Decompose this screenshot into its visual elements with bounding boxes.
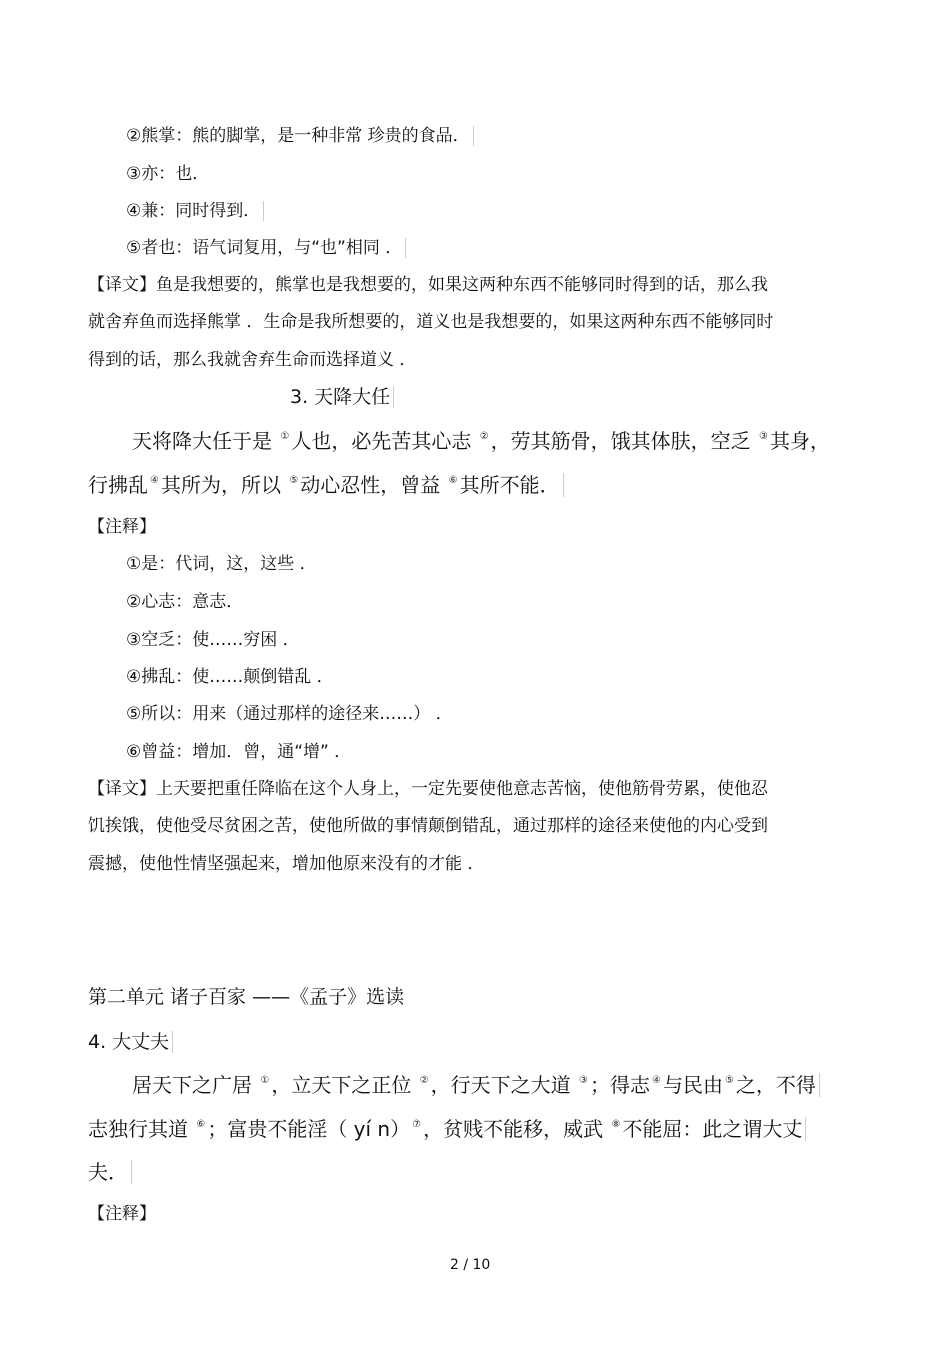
footnote-marker: ④	[651, 1075, 661, 1086]
footnote-marker: ⑧	[611, 1119, 621, 1130]
footnote-marker: ①	[280, 431, 290, 442]
footnote-marker: ⑤	[724, 1075, 734, 1086]
note-line: ⑤者也：语气词复用，与“也”相同 ．	[126, 233, 406, 258]
note-line: ③亦：也．	[126, 164, 210, 184]
footnote-marker: ⑦	[412, 1119, 422, 1130]
section-title: 4. 大丈夫	[88, 1027, 173, 1054]
note-line: ④兼：同时得到．	[126, 196, 264, 221]
classical-text-line: 行拂乱 ④ 其所为，所以 ⑤ 动心忍性，曾益 ⑥ 其所不能．	[88, 469, 564, 498]
footnote-marker: ⑤	[289, 475, 299, 486]
classical-text-line: 志独行其道 ⑥ ；富贵不能淫（ yí n） ⑦ ，贫贱不能移，威武 ⑧ 不能屈：此之谓大丈	[88, 1113, 806, 1142]
footnote-marker: ③	[759, 431, 768, 442]
note-line: ②熊掌：熊的脚掌，是一种非常 珍贵的食品．	[126, 121, 474, 146]
footnote-marker: ⑥	[448, 475, 458, 486]
translation-line: 饥挨饿，使他受尽贫困之苦，使他所做的事情颠倒错乱，通过那样的途径来使他的内心受到	[88, 816, 768, 836]
classical-text-line: 居天下之广居 ① ，立天下之正位 ② ，行天下之大道 ③ ；得志 ④ 与民由 ⑤ 之，不得	[132, 1069, 820, 1098]
classical-text-line: 天将降大任于是 ① 人也，必先苦其心志 ② ，劳其筋骨，饿其体肤，空乏 ③ 其身，	[132, 429, 830, 453]
note-line: ②心志：意志．	[126, 592, 244, 612]
notes-heading: 【注释】	[88, 517, 156, 537]
unit-heading: 第二单元 诸子百家 ——《孟子》选读	[88, 986, 405, 1008]
note-line: ⑤所以：用来（通过那样的途径来……） ．	[126, 704, 453, 724]
footnote-marker: ③	[579, 1075, 588, 1086]
translation-line: 得到的话，那么我就舍弃生命而选择道义 ．	[88, 350, 417, 370]
footnote-marker: ②	[419, 1075, 429, 1086]
page-number: 2 / 10	[450, 1257, 491, 1273]
note-line: ③空乏：使……穷困 ．	[126, 630, 300, 650]
footnote-marker: ⑥	[196, 1119, 206, 1130]
notes-heading: 【注释】	[88, 1204, 156, 1224]
translation-line: 【译文】上天要把重任降临在这个人身上，一定先要使他意志苦恼，使他筋骨劳累，使他忍	[88, 779, 768, 799]
classical-text-line: 夫．	[88, 1156, 132, 1185]
footnote-marker: ②	[479, 431, 489, 442]
translation-line: 就舍弃鱼而选择熊掌 ．生命是我所想要的，道义也是我想要的，如果这两种东西不能够同时	[88, 312, 774, 332]
translation-line: 【译文】鱼是我想要的，熊掌也是我想要的，如果这两种东西不能够同时得到的话，那么我	[88, 275, 768, 295]
note-line: ④拂乱：使……颠倒错乱 ．	[126, 667, 334, 687]
footnote-marker: ①	[260, 1075, 270, 1086]
note-line: ⑥曾益：增加．曾，通“增” ．	[126, 742, 352, 762]
translation-line: 震撼，使他性情坚强起来，增加他原来没有的才能 ．	[88, 854, 485, 874]
note-line: ①是：代词，这，这些 ．	[126, 554, 317, 574]
section-title: 3. 天降大任	[290, 382, 394, 409]
footnote-marker: ④	[150, 475, 159, 486]
